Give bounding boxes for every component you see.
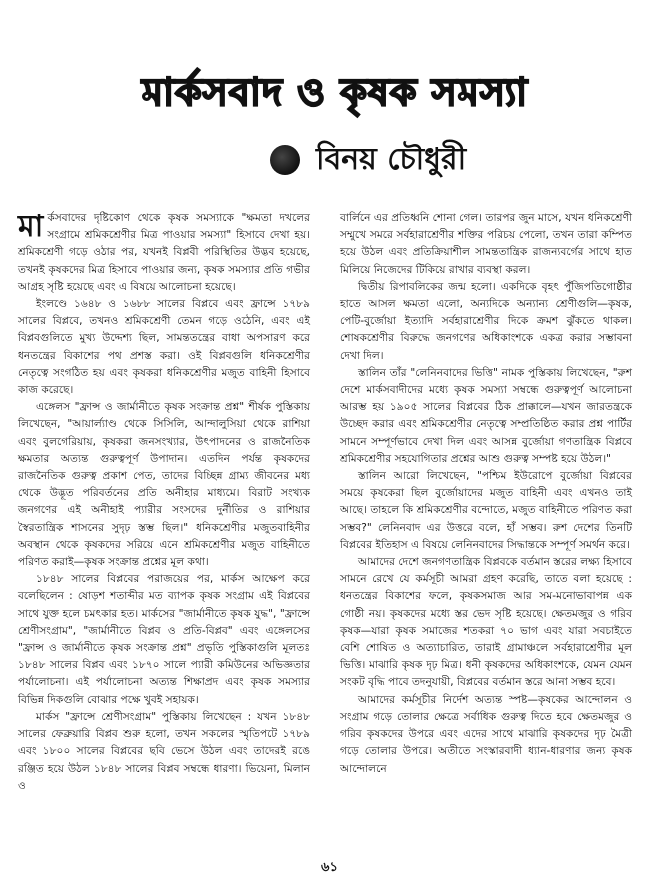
- right-column: [340, 210, 632, 778]
- author-name: বিনয় চৌধুরী: [316, 141, 467, 177]
- paragraph: আমাদের কর্মসূচীর নির্দেশ অত্যন্ত স্পষ্ট—কৃষকের আন্দোলন ও সংগ্রাম গড়ে তোলার ক্ষেত্রে সর্বাধিক গুরুত্ব দিতে হবে ক্ষেতমজুর ও গরিব কৃষকদের উপরে এবং এদের সাথে মাঝারি কৃষকদের দৃঢ় মৈত্রী গড়ে তোলার উপরে। অতীতে সংস্কারবাদী ধ্যান-ধারণার জন্য কৃষক আন্দোলনে: [340, 693, 632, 775]
- left-column: [18, 210, 310, 795]
- paragraph: [18, 210, 310, 296]
- paragraph: বার্লিনে এর প্রতিধ্বনি শোনা গেল। তারপর জুন মাসে, যখন ধনিকশ্রেণী সম্মুখে সমরে সর্বহারাশ্রেণীর শক্তির পরিচয় পেলো, তখন তারা কম্পিত হয়ে উঠল এবং প্রতিক্রিয়াশীল সামন্ততান্ত্রিক রাজন্যবর্গের সাথে হাত মিলিয়ে নিজেদের টিকিয়ে রাখার ব্যবস্থা করল।: [340, 212, 632, 276]
- author-byline: [270, 140, 466, 180]
- article-title: মার্কসবাদ ও কৃষক সমস্যা: [141, 69, 529, 114]
- paragraph-text: র্কসবাদের দৃষ্টিকোণ থেকে কৃষক সমস্যাকে "ক্ষমতা দখলের সংগ্রামে শ্রমিকশ্রেণীর মিত্র পাওয়ার সমস্যা" হিসাবে দেখা হয়। শ্রমিকশ্রেণী গড়ে ওঠার পর, যখনই বিপ্লবী পরিস্থিতির উদ্ভব হয়েছে, তখনই কৃষকদের মিত্র হিসাবে পাওয়ার জন্য, কৃষক সমস্যার প্রতি গভীর আগ্রহ সৃষ্টি হয়েছে এবং এ বিষয়ে আলোচনা হয়েছে।: [18, 212, 310, 293]
- paragraph: মার্কস "ফ্রান্সে শ্রেণীসংগ্রাম" পুস্তিকায় লিখেছেন : যখন ১৮৪৮ সালের ফেব্রুয়ারি বিপ্লব শুরু হলো, তখন সকলের স্মৃতিপটে ১৭৮৯ এবং ১৮০০ সালের বিপ্লবের ছবি ভেসে উঠল এবং তাদেরই রঙে রঞ্জিত হয়ে উঠল ১৮৪৮ সালের বিপ্লব সম্বন্ধে ধারণা। ভিয়েনা, মিলান ও: [18, 710, 310, 792]
- paragraph: ১৮৪৮ সালের বিপ্লবের পরাজয়ের পর, মার্কস আক্ষেপ করে বলেছিলেন : ষোড়শ শতাব্দীর মত ব্যাপক কৃষক সংগ্রাম এই বিপ্লবের সাথে যুক্ত হলে চমৎকার হত। মার্কসের "জার্মানীতে কৃষক যুদ্ধ", "ফ্রান্সে শ্রেণীসংগ্রাম", "জার্মানীতে বিপ্লব ও প্রতি-বিপ্লব" এবং এঙ্গেলসের "ফ্রান্স ও জার্মানীতে কৃষক সংক্রান্ত প্রশ্ন" প্রভৃতি পুস্তিকাগুলি মূলতঃ ১৮৪৮ সালের বিপ্লব এবং ১৮৭০ সালে প্যারী কমিউনের অভিজ্ঞতার পর্যালোচনা। এই পর্যালোচনা অত্যন্ত শিক্ষাপ্রদ এবং কৃষক সমস্যার বিভিন্ন দিকগুলি বোঝার পক্ষে খুবই সহায়ক।: [18, 573, 310, 706]
- paragraph: স্তালিন আরো লিখেছেন, "পশ্চিম ইউরোপে বুর্জোয়া বিপ্লবের সময়ে কৃষকেরা ছিল বুর্জোয়াদের মজুত বাহিনী এবং এখনও তাই আছে। তাহলে কি শ্রমিকশ্রেণীর বন্দোতে, মজুত বাহিনীতে পরিণত করা সম্ভব?" লেনিনবাদ এর উত্তরে বলে, হাঁ সম্ভব। রুশ দেশের তিনটি বিপ্লবের ইতিহাস এ বিষয়ে লেনিনবাদের সিদ্ধান্তকে সম্পূর্ণ সমর্থন করে।: [340, 470, 632, 551]
- paragraph: ইংলণ্ডে ১৬৪৮ ও ১৬৮৮ সালের বিপ্লবে এবং ফ্রান্সে ১৭৮৯ সালের বিপ্লবে, তখনও শ্রমিকশ্রেণী তেমন গড়ে ওঠেনি, এবং এই বিপ্লবগুলিতে মুখ্য উদ্দেশ্য ছিল, সামন্ততন্ত্রের বাধা অপসারণ করে ধনতন্ত্রের বিকাশের পথ প্রশস্ত করা। ওই বিপ্লবগুলি ধনিকশ্রেণীর নেতৃত্বে সংগঠিত হয় এবং কৃষকরা ধনিকশ্রেণীর মজুত বাহিনী হিসাবে কাজ করেছে।: [18, 298, 310, 397]
- page-number: ৬১: [321, 860, 338, 875]
- paragraph: আমাদের দেশে জনগণতান্ত্রিক বিপ্লবকে বর্তমান স্তরের লক্ষ্য হিসাবে সামনে রেখে যে কর্মসূচী আমরা গ্রহণ করেছি, তাতে বলা হয়েছে : ধনতন্ত্রের বিকাশের ফলে, কৃষকসমাজ আর সম-মনোভাবাপন্ন এক গোষ্ঠী নয়। কৃষকদের মধ্যে স্তর ভেদ সৃষ্টি হয়েছে। ক্ষেতমজুর ও গরিব কৃষক—যারা কৃষক সমাজের শতকরা ৭০ ভাগ এবং যারা সবচাইতে বেশি শোষিত ও অত্যাচারিত, তারাই গ্রামাঞ্চলে সর্বহারাশ্রেণীর মূল ভিত্তি। মাঝারি কৃষক দৃঢ় মিত্র। ধনী কৃষকদের অধিকাংশকে, যেমন যেমন সংকট বৃদ্ধি পাবে তদনুযায়ী, বিপ্লবের বর্তমান স্তরে আনা সম্ভব হবে।: [340, 556, 632, 689]
- article-title-banner: [112, 66, 558, 124]
- filled-circle-icon: [270, 145, 300, 175]
- paragraph: দ্বিতীয় রিপাবলিকের জন্ম হলো। একদিকে বৃহৎ পুঁজিপতিগোষ্ঠীর হাতে আসল ক্ষমতা এলো, অন্যদিকে অন্যান্য শ্রেণীগুলি—কৃষক, পেটি-বুর্জোয়া ইত্যাদি সর্বহারাশ্রেণীর দিকে ক্রমশ ঝুঁকতে থাকল। শোষকশ্রেণীর বিরুদ্ধে জনগণের অধিকাংশকে একত্র করার সম্ভাবনা দেখা দিল।: [340, 280, 632, 362]
- drop-cap: মা: [18, 209, 44, 244]
- paragraph: স্তালিন তাঁর "লেনিনবাদের ভিত্তি" নামক পুস্তিকায় লিখেছেন, "রুশ দেশে মার্কসবাদীদের মধ্যে কৃষক সমস্যা সম্বন্ধে গুরুত্বপূর্ণ আলোচনা আরম্ভ হয় ১৯০৫ সালের বিপ্লবের ঠিক প্রাক্কালে—যখন জারতন্ত্রকে উচ্ছেদ করার এবং শ্রমিকশ্রেণীর নেতৃত্বে সম্প্রতিষ্ঠিত করার প্রশ্ন পার্টির সামনে সম্পূর্ণভাবে দেখা দিল এবং আসন্ন বুর্জোয়া গণতান্ত্রিক বিপ্লবে শ্রমিকশ্রেণীর সহযোগিতার প্রশ্নের আশু গুরুত্ব সম্পষ্ট হয়ে উঠল।": [340, 366, 632, 465]
- paragraph: এঙ্গেলস "ফ্রান্স ও জার্মানীতে কৃষক সংক্রান্ত প্রশ্ন" শীর্ষক পুস্তিকায় লিখেছেন, "আয়ার্ল্যাণ্ড থেকে সিসিলি, আন্দালুসিয়া থেকে রাশিয়া এবং বুলগেরিয়ায়, কৃষকরা জনসংখ্যার, উৎপাদনের ও রাজনৈতিক ক্ষমতার অত্যন্ত গুরুত্বপূর্ণ উপাদান। এতদিন পর্যন্ত কৃষকদের রাজনৈতিক গুরুত্ব প্রকাশ পেত, তাদের বিচ্ছিন্ন গ্রাম্য জীবনের মধ্য থেকে উদ্ভূত পরিবর্তনের প্রতি অনীহার মাধ্যমে। বিরাট সংখ্যক জনগণের এই অনীহাই প্যারীর সংসদের দুর্নীতির ও রাশিয়ার স্বৈরতান্ত্রিক শাসনের সুদৃঢ় স্তম্ভ ছিল।" ধনিকশ্রেণীর মজুতবাহিনীর অবস্থান থেকে কৃষকদের সরিয়ে এনে শ্রমিকশ্রেণীর মজুত বাহিনীতে পরিণত করাই—কৃষক সংক্রান্ত প্রশ্নের মূল কথা।: [18, 401, 310, 569]
